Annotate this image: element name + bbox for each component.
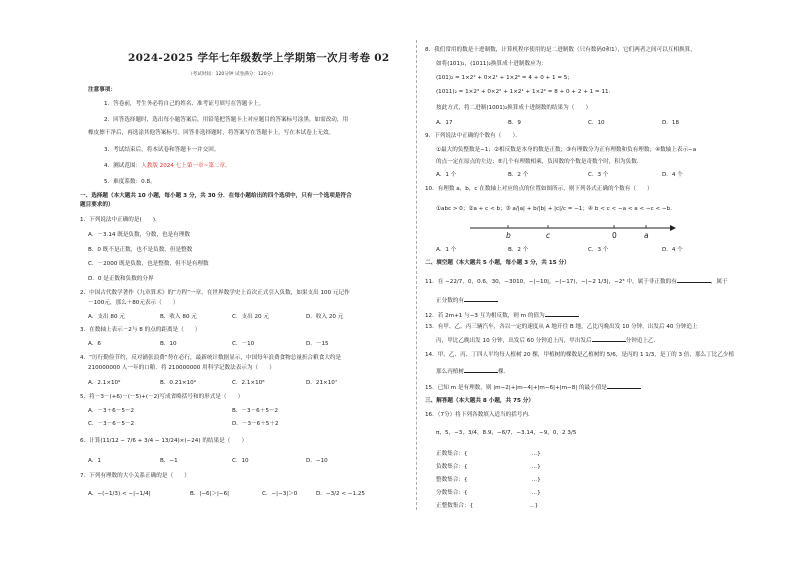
question-stem: 13．有甲、乙、丙三辆汽车，各以一定的速度从 A 地开往 B 地，乙比丙晚出发 10 分钟，出发后 40 分钟追上 — [425, 324, 698, 330]
notice-item: 橡皮擦干净后，再选涂其他答案标号。回答非选择题时，将答案写在答题卡上。写在本试卷上无效。 — [88, 130, 335, 136]
option: A．支出 80 元 — [88, 314, 125, 320]
option: A．1 个 — [436, 172, 457, 178]
question-stem: 15．已知 m 是有理数，则 |m−2|+|m−4|+|m−6|+|m−8| 的最小值是 — [425, 383, 641, 392]
column-divider — [416, 40, 417, 510]
option: A．－3＋6－5－2 — [88, 408, 135, 414]
page-title: 2024-2025 学年七年级数学上学期第一次月考卷 02 — [128, 52, 390, 64]
question-stem: (1011)₂ = 1×2³ + 0×2² + 1×2¹ + 1×2⁰ = 8 + 0 + 2 + 1 = 11． — [436, 89, 615, 95]
question-stem: 8．我们常用的数是十进制数，计算机程序使用的是二进制数（只有数码0和1），它们两者之间可以互相换算， — [425, 47, 696, 53]
section-heading: 三、解答题（本大题共 8 小题，共 75 分） — [425, 398, 534, 404]
question-stem: 6．计算(11/12 − 7/6 + 3/4 − 13/24)×(−24) 的结果是（ ） — [80, 438, 248, 444]
option: B．−1 — [160, 458, 178, 464]
option: C．−|−3|＞0 — [262, 491, 298, 497]
question-stem: 的点一定在原点的左边；⑤几个有理数相乘，负因数的个数是奇数个时，积为负数． — [436, 159, 643, 165]
option: A．－3.14 既是负数，分数，也是有理数 — [88, 232, 190, 238]
option: D．21×10⁷ — [306, 380, 338, 386]
option: D．收入 20 元 — [306, 314, 344, 320]
question-stem: 7．下列有理数的大小关系正确的是（ ） — [80, 473, 190, 479]
axis-label-c: c — [546, 231, 551, 240]
option: B．2 个 — [508, 247, 529, 253]
question-stem: 丙，甲比乙晚出发 10 分钟，出发后 60 分钟追上丙，甲出发后 分钟追上乙． — [436, 338, 660, 344]
axis-label-origin: 0 — [612, 231, 617, 240]
option: D．－3－6＋5＋2 — [232, 421, 279, 427]
option: A．1 — [88, 458, 101, 464]
set-row: 正整数集合：{ …} — [436, 503, 539, 509]
question-stem: 4．“厉行勤俭节约，反对铺张浪费”势在必行，最新统计数据显示，中国每年浪费食物总量折合粮食大约是 — [80, 355, 342, 361]
notice-heading: 注意事项： — [88, 87, 116, 93]
set-row: 正数集合：{ …} — [436, 451, 541, 457]
question-stem: (101)₂ = 1×2² + 0×2¹ + 1×2⁰ = 4 + 0 + 1 = 5； — [436, 75, 573, 81]
question-stem: ①最大的负整数是−1；②相反数是本身的数是正数；③有理数分为正有理数和负有理数；④数轴上表示−a — [436, 147, 697, 153]
option: A．6 — [88, 341, 101, 347]
notice-item: 4．测试范围：人教版 2024 七上第一章~第二章。 — [104, 163, 231, 169]
option: D．4 个 — [662, 247, 683, 253]
question-stem: ①abc > 0；②a + c < b；③ a/|a| + b/|b| + |c|/c = −1；④ b < c < −a < a < −c < −b． — [436, 206, 676, 212]
section-heading: 二、填空题（本大题共 5 小题，每小题 3 分，共 15 分） — [425, 260, 570, 266]
option: B．2 个 — [508, 172, 529, 178]
option: C．2.1×10⁸ — [232, 380, 265, 386]
option: A．1 个 — [436, 247, 457, 253]
question-stem: 11．在 −22/7，0，0.6，30，−3010，−|−10|，−(−17)，−|−2 1/3|，−2³ 中，属于非正数的有 ，属于 — [425, 279, 728, 285]
option: B．10 — [160, 341, 177, 347]
option: C．－3－6－5－2 — [88, 421, 135, 427]
option: B．收入 80 元 — [160, 314, 197, 320]
answer-blank[interactable] — [607, 383, 641, 389]
number-list: π，5，−3，3/4，8.9，−6/7，−3.14，−9，0，2 3/5 — [436, 430, 577, 436]
question-stem: 16．（7分）将下列各数填入适当的括号内． — [425, 412, 534, 418]
option: A．2.1×10⁹ — [88, 380, 121, 386]
option: C．支出 20 元 — [232, 314, 269, 320]
option: C．3 个 — [588, 247, 609, 253]
option: C．－10 — [232, 341, 255, 347]
option: C．－2000 既是负数，也是整数，但不是有理数 — [88, 261, 209, 267]
option: C．10 — [232, 458, 249, 464]
answer-blank[interactable] — [464, 367, 498, 373]
answer-blank[interactable] — [545, 311, 579, 317]
set-row: 分数集合：{ …} — [436, 490, 541, 496]
question-stem: －100元，那么＋80元表示（ ） — [88, 300, 179, 306]
option: A．17 — [436, 120, 453, 126]
answer-blank[interactable] — [677, 277, 711, 283]
option: D．18 — [662, 120, 680, 126]
question-stem: 3．在数轴上表示－2与 8 的点的距离是（ ） — [80, 327, 201, 333]
question-stem: 那么丙植树 棵． — [436, 369, 510, 375]
notice-item: 3．考试结束后，将本试卷和答题卡一并交回。 — [104, 147, 220, 153]
notice-item: 5．难度系数：0.8。 — [104, 179, 156, 185]
set-row: 负数集合：{ …} — [436, 464, 541, 470]
option: A．−(−1/3) < −|−1/4| — [88, 491, 151, 497]
question-stem: 2．中国古代数学著作《九章算术》的“方程”一章，在世界数学史上首次正式引入负数，如果支出 100 元记作 — [80, 290, 350, 296]
question-stem: 10．有理数 a，b，c 在数轴上对应的点的位置如图所示，则下列各式正确的个数有（ ） — [425, 186, 653, 192]
option: D．4 个 — [662, 172, 683, 178]
section-heading: 题目要求的） — [80, 202, 114, 208]
answer-blank[interactable] — [464, 296, 498, 302]
option: D．－15 — [306, 341, 329, 347]
option: B．9 — [508, 120, 521, 126]
question-stem: 如将(101)₂，(1011)₂换算成十进制数应为： — [436, 61, 547, 67]
section-heading: 一、选择题（本大题共 10 小题，每小题 3 分，共 30 分．在每小题给出的四个选项中，只有一个选项是符合 — [80, 193, 352, 199]
option: D．−10 — [306, 458, 328, 464]
question-stem: 正分数的有 — [436, 296, 498, 305]
option: C．10 — [588, 120, 605, 126]
axis-label-a: a — [644, 231, 649, 240]
notice-item: 2．回答选择题时，选出每小题答案后，用铅笔把答题卡上对应题目的答案标号涂黑。如需改动，用 — [104, 117, 349, 123]
option: B．|−6|＞|−6| — [190, 491, 230, 497]
answer-blank[interactable] — [592, 336, 626, 342]
option: B．0.21×10⁹ — [160, 380, 196, 386]
question-stem: 210000000 人一年的口粮．将 210000000 用科学记数法表示为（ ） — [88, 365, 275, 371]
option: D．0 是正数和负数的分界 — [88, 276, 154, 282]
option: B．0 既不是正数，也不是负数，但是整数 — [88, 247, 193, 253]
set-row: 整数集合：{ …} — [436, 477, 541, 483]
question-stem: 9．下列说法中正确的个数有（ ）． — [425, 133, 521, 139]
test-range-value: 人教版 2024 七上第一章~第二章。 — [141, 163, 231, 169]
question-stem: 14．甲、乙、丙、丁四人平均每人植树 20 棵，甲植树的棵数是乙植树的 5/6，是丙的 1 1/3，是丁的 3 倍，那么丁比乙少植 — [425, 352, 735, 358]
axis-label-b: b — [506, 231, 511, 240]
question-stem: 5．将－3－(+6)－(－5)+(－2)写成省略括号和的形式是（ ） — [80, 394, 244, 400]
question-stem: 1．下列说法中正确的是( )． — [80, 217, 161, 223]
option: C．3 个 — [588, 172, 609, 178]
question-stem: 按此方式，将二进制(1001)₂换算成十进制数的结果为（ ） — [436, 105, 592, 111]
option: B．－3－6＋5－2 — [232, 408, 279, 414]
question-stem: 12．若 2m+1 与−3 互为相反数，则 m 的值为 — [425, 311, 579, 320]
notice-item: 1．答卷前，考生务必将自己的姓名、准考证号填写在答题卡上。 — [104, 101, 265, 107]
page-subtitle: （考试时间：120分钟 试卷满分：120分） — [188, 72, 276, 77]
option: D．−3/2 < −1.25 — [316, 491, 365, 497]
